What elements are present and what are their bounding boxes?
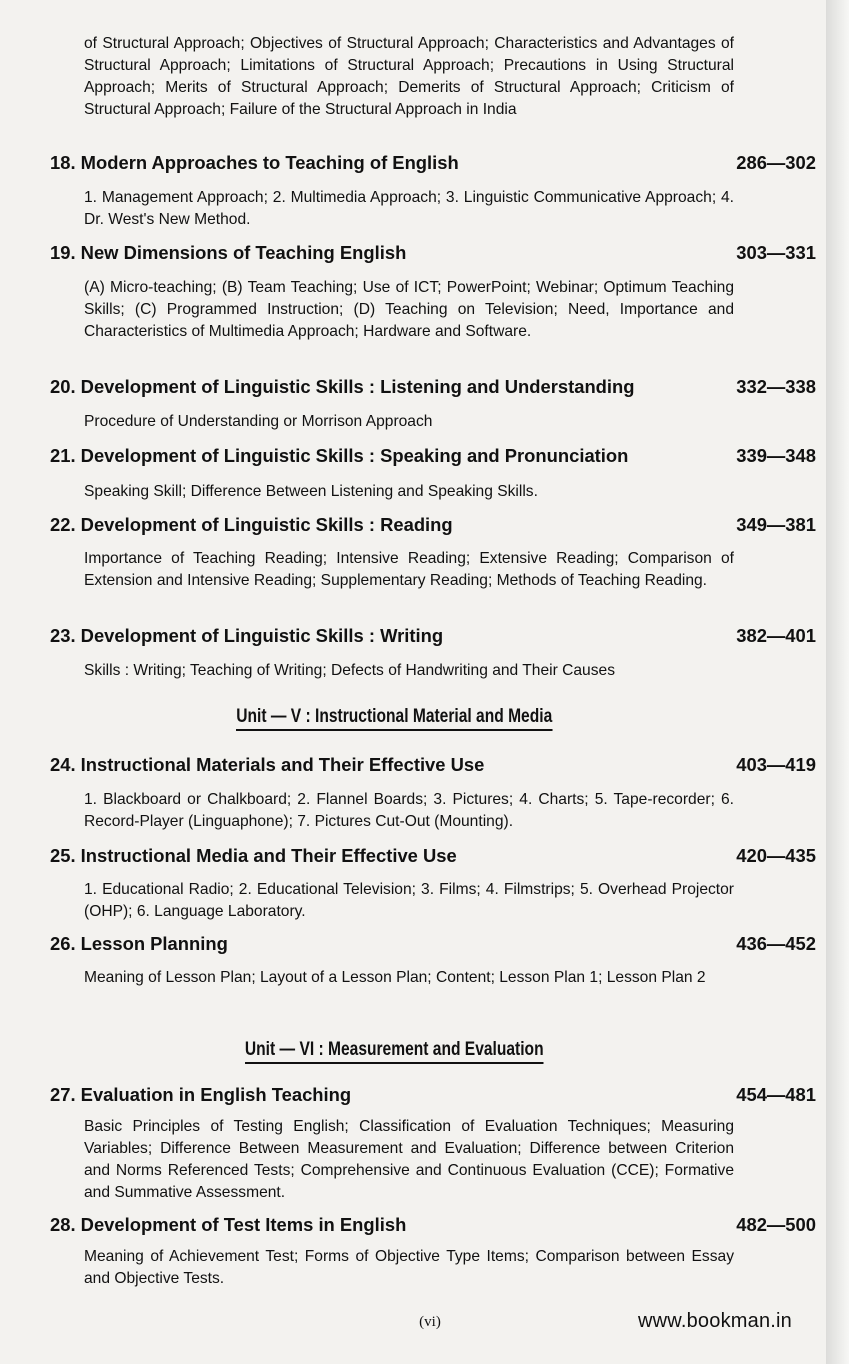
chapter-pages: 382—401 <box>736 625 816 646</box>
chapter-pages: 349—381 <box>736 514 816 535</box>
chapter-title: 28. Development of Test Items in English <box>50 1214 407 1235</box>
chapter-21-topics: Speaking Skill; Difference Between Listening and Speaking Skills. <box>84 483 538 500</box>
chapter-23-topics: Skills : Writing; Teaching of Writing; Defects of Handwriting and Their Causes <box>84 662 616 679</box>
chapter-22-heading <box>50 514 816 536</box>
chapter-pages: 332—338 <box>736 376 816 397</box>
chapter-title: 24. Instructional Materials and Their Effective Use <box>50 754 485 775</box>
chapter-title: 26. Lesson Planning <box>50 933 228 954</box>
chapter-title: 25. Instructional Media and Their Effective Use <box>50 845 457 866</box>
chapter-title: 23. Development of Linguistic Skills : Writing <box>50 625 444 646</box>
chapter-27-heading <box>50 1084 816 1106</box>
chapter-21-heading <box>50 445 816 467</box>
chapter-27-topics: Basic Principles of Testing English; Classification of Evaluation Techniques; Measuring Variables; Difference Between Measurement and Evaluation; Difference between Criterion and Norms Referenced Tests; Comprehensive and Continuous Evaluation (CCE); Formative and Summative Assessment. <box>84 1118 734 1201</box>
chapter-title: 27. Evaluation in English Teaching <box>50 1084 352 1105</box>
chapter-pages: 436—452 <box>736 933 816 954</box>
chapter-pages: 339—348 <box>736 445 816 466</box>
chapter-20-topics: Procedure of Understanding or Morrison Approach <box>84 413 433 430</box>
chapter-pages: 482—500 <box>736 1214 816 1235</box>
chapter-24-heading <box>50 754 816 776</box>
chapter-title: 19. New Dimensions of Teaching English <box>50 242 407 263</box>
chapter-pages: 454—481 <box>736 1084 816 1105</box>
chapter-28-heading <box>50 1214 816 1236</box>
chapter-23-heading <box>50 625 816 647</box>
chapter-26-topics: Meaning of Lesson Plan; Layout of a Lesson Plan; Content; Lesson Plan 1; Lesson Plan 2 <box>84 969 706 986</box>
chapter-19-heading <box>50 242 816 264</box>
page-edge <box>826 0 849 1364</box>
unit-5-heading: Unit — V : Instructional Material and Media <box>72 706 717 728</box>
chapter-20-heading <box>50 376 816 398</box>
website-url: www.bookman.in <box>638 1310 792 1332</box>
chapter-25-topics: 1. Educational Radio; 2. Educational Television; 3. Films; 4. Filmstrips; 5. Overhead Projector (OHP); 6. Language Laboratory. <box>84 881 734 920</box>
chapter-24-topics: 1. Blackboard or Chalkboard; 2. Flannel Boards; 3. Pictures; 4. Charts; 5. Tape-recorder; 6. Record-Player (Linguaphone); 7. Pictures Cut-Out (Mounting). <box>84 791 734 830</box>
chapter-28-topics: Meaning of Achievement Test; Forms of Objective Type Items; Comparison between Essay and Objective Tests. <box>84 1248 734 1287</box>
intro-text: of Structural Approach; Objectives of Structural Approach; Characteristics and Advantages of Structural Approach; Limitations of Structural Approach; Precautions in Using Structural Approach; Merits of Structural Approach; Demerits of Structural Approach; Criticism of Structural Approach; Failure of the Structural Approach in India <box>84 35 734 118</box>
unit-6-heading: Unit — VI : Measurement and Evaluation <box>72 1039 717 1061</box>
chapter-26-heading <box>50 933 816 955</box>
chapter-22-topics: Importance of Teaching Reading; Intensive Reading; Extensive Reading; Comparison of Extension and Intensive Reading; Supplementary Reading; Methods of Teaching Reading. <box>84 550 734 589</box>
chapter-title: 21. Development of Linguistic Skills : Speaking and Pronunciation <box>50 445 629 466</box>
chapter-pages: 286—302 <box>736 152 816 173</box>
chapter-pages: 303—331 <box>736 242 816 263</box>
chapter-title: 18. Modern Approaches to Teaching of English <box>50 152 459 173</box>
chapter-pages: 420—435 <box>736 845 816 866</box>
chapter-25-heading <box>50 845 816 867</box>
chapter-19-topics: (A) Micro-teaching; (B) Team Teaching; Use of ICT; PowerPoint; Webinar; Optimum Teaching Skills; (C) Programmed Instruction; (D) Teaching on Television; Need, Importance and Characteristics of Multimedia Approach; Hardware and Software. <box>84 279 734 340</box>
chapter-18-heading <box>50 152 816 174</box>
chapter-18-topics: 1. Management Approach; 2. Multimedia Approach; 3. Linguistic Communicative Approach; 4. Dr. West's New Method. <box>84 189 734 228</box>
chapter-pages: 403—419 <box>736 754 816 775</box>
chapter-title: 20. Development of Linguistic Skills : Listening and Understanding <box>50 376 635 397</box>
chapter-title: 22. Development of Linguistic Skills : Reading <box>50 514 453 535</box>
page-number: (vi) <box>419 1314 441 1330</box>
